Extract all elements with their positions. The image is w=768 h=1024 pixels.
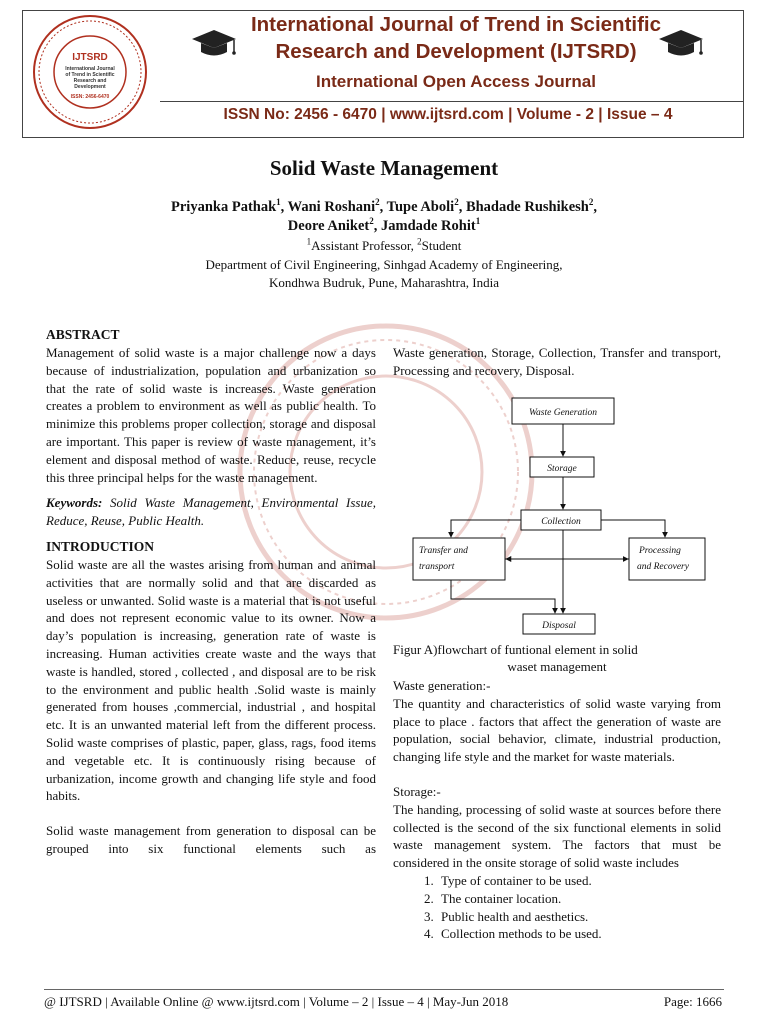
role-label: Assistant Professor, xyxy=(311,238,418,253)
author-affiliation-mark: 2 xyxy=(588,197,594,208)
left-column xyxy=(46,326,376,858)
node-transfer xyxy=(413,538,505,580)
svg-text:ISSN: 2456-6470: ISSN: 2456-6470 xyxy=(70,94,110,100)
storage-factor-list xyxy=(393,872,721,943)
footer-divider xyxy=(44,989,724,990)
introduction-text: Solid waste are all the wastes arising from human and animal activities that are normally solid and that are discarded as useless or unwanted. Solid waste is a material that is not useful and does not represent economic value to its owner. Now a day’s population is increasing, generation rate of waste is increasing. Human activities create waste and the ways that waste is handled, stored , collected , and disposal are to be risk to the environment and public health .Solid waste is mainly generated from houses ,commercial, industrial , and hospital etc. It is an unwanted material left from the different process. Solid waste comprises of plastic, paper, glass, rags, food items and vegetable etc. It is continuously rising because of urbanization, income growth and changing life style and food habits. xyxy=(46,556,376,804)
list-item: 4. Collection methods to be used. xyxy=(437,925,721,943)
footer-citation: @ IJTSRD | Available Online @ www.ijtsrd.com | Volume – 2 | Issue – 4 | May-Jun 2018 xyxy=(44,994,509,1009)
author-name: Deore Aniket xyxy=(287,218,370,234)
waste-generation-text: The quantity and characteristics of solid waste varying from place to place . factors that affect the generation of waste are population, social behavior, climate, industrial production, changing life style and the market for waste materials. xyxy=(393,695,721,765)
journal-name-line2: Research and Development (IJTSRD) xyxy=(275,40,637,63)
label-processing-2: and Recovery xyxy=(637,562,689,572)
address: Kondhwa Budruk, Pune, Maharashtra, India xyxy=(269,275,499,290)
author-roles xyxy=(0,238,768,254)
author-list-line1: Priyanka Pathak$^1$, Wani Roshani$^2$, Tupe Aboli$^2$, Bhadade Rushikesh$^2$, xyxy=(171,197,597,215)
page-number: Page: 1666 xyxy=(663,994,722,1009)
role-label: Student xyxy=(421,238,462,253)
author-name: Tupe Aboli xyxy=(386,199,455,215)
author-list-line2: Deore Aniket$^2$, Jamdade Rohit$^1$ xyxy=(287,216,481,234)
label-waste-generation: Waste Generation xyxy=(529,408,597,418)
author-name: Priyanka Pathak xyxy=(171,199,277,215)
svg-text:of Trend in Scientific: of Trend in Scientific xyxy=(65,72,115,78)
label-disposal: Disposal xyxy=(542,621,576,631)
flowchart-functional-elements xyxy=(405,393,721,639)
author-name: Wani Roshani xyxy=(287,199,376,215)
svg-text:Research and: Research and xyxy=(73,78,107,84)
author-affiliation-mark: 2 xyxy=(454,197,459,208)
keywords-text: Solid Waste Management, Environmental Issue, Reduce, Reuse, Public Health. xyxy=(46,495,376,529)
svg-text:International Journal: International Journal xyxy=(65,66,115,72)
introduction-heading: INTRODUCTION xyxy=(46,538,155,554)
edge-collection-processing xyxy=(601,520,665,537)
list-item: 3. Public health and aesthetics. xyxy=(437,908,721,926)
journal-seal-logo xyxy=(32,14,148,130)
right-column-bottom xyxy=(393,677,721,943)
issn-line: ISSN No: 2456 - 6470 | www.ijtsrd.com | Volume - 2 | Issue – 4 xyxy=(223,106,673,123)
role-mark: 2 xyxy=(417,236,422,247)
author-affiliation-mark: 1 xyxy=(475,216,481,227)
keywords xyxy=(46,494,376,530)
journal-name-line1: International Journal of Trend in Scientific xyxy=(250,13,662,36)
keywords-label: Keywords: xyxy=(46,495,103,511)
node-processing xyxy=(629,538,705,580)
svg-text:IJTSRD: IJTSRD xyxy=(72,52,108,63)
figure-caption-line2: waset management xyxy=(507,659,607,674)
label-transfer-1: Transfer and xyxy=(419,546,468,556)
svg-text:Development: Development xyxy=(74,84,106,90)
list-item: 2. The container location. xyxy=(437,890,721,908)
label-storage: Storage xyxy=(547,464,577,474)
author-affiliation-mark: 2 xyxy=(375,197,380,208)
list-item: 1. Type of container to be used. xyxy=(437,872,721,890)
label-transfer-2: transport xyxy=(419,562,455,572)
storage-text: The handing, processing of solid waste at sources before there collected is the second of the six functional elements in solid waste management system. The factors that must be considered in the onsite storage of solid waste includes xyxy=(393,801,721,871)
edge-collection-transfer xyxy=(451,520,521,537)
edge-transfer-disposal xyxy=(451,580,555,613)
header-divider xyxy=(160,101,744,102)
role-mark: 1 xyxy=(306,236,312,247)
author-name: Jamdade Rohit xyxy=(381,218,476,234)
journal-subtitle: International Open Access Journal xyxy=(316,72,596,91)
abstract-text: Management of solid waste is a major challenge now a days because of industrialization, population and urbanization so that the rate of solid waste is increases. Waste generation creates a problem to environment as well as public health. To minimize this problems proper collection, storage and disposal are important. This paper is review of waste management, it’s element and disposal method of waste. Reduce, reuse, recycle this three principal helps for the waste management. xyxy=(46,345,376,485)
department: Department of Civil Engineering, Sinhgad Academy of Engineering, xyxy=(205,257,563,272)
label-processing-1: Processing xyxy=(639,546,681,556)
paper-title: Solid Waste Management xyxy=(269,156,499,180)
waste-generation-heading: Waste generation:- xyxy=(393,678,491,693)
author-affiliation-mark: 2 xyxy=(369,216,374,227)
author-affiliation-mark: 1 xyxy=(276,197,281,208)
label-collection: Collection xyxy=(541,517,581,527)
author-name: Bhadade Rushikesh xyxy=(465,199,589,215)
functional-elements-text: Solid waste management from generation to disposal can be grouped into six functional elements such as xyxy=(46,823,376,856)
right-column-top xyxy=(393,344,721,380)
storage-heading: Storage:- xyxy=(393,783,441,799)
intro-continued-text: Waste generation, Storage, Collection, Transfer and transport, Processing and recovery, Disposal. xyxy=(393,345,721,378)
abstract-heading: ABSTRACT xyxy=(46,327,120,342)
figure-caption-line1: Figur A)flowchart of funtional element in solid xyxy=(393,642,638,657)
